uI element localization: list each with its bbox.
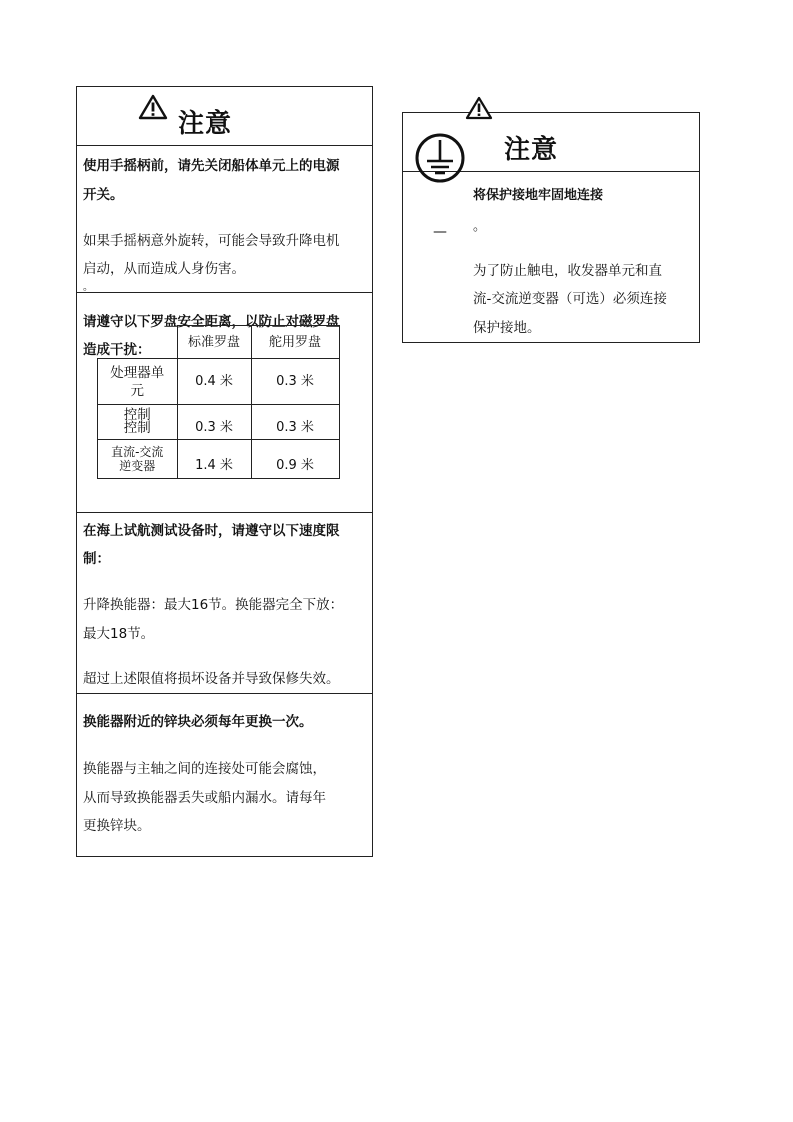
table-cell: 0.3 米 [251, 359, 339, 405]
table-cell: 0.4 米 [177, 359, 251, 405]
table-cell: 1.4 米 [177, 440, 251, 479]
panel-title: 注意 [504, 135, 559, 165]
table-row-label-line: 控制 [123, 407, 151, 423]
section4-body: 换能器与主轴之间的连接处可能会腐蚀， [83, 761, 326, 777]
section4-body: 更换锌块。 [83, 818, 151, 834]
warning-triangle-icon [138, 94, 168, 120]
section3-heading: 在海上试航测试设备时，请遵守以下速度限 [83, 523, 340, 539]
stray-mark: 。 [83, 282, 93, 293]
divider [76, 693, 373, 694]
table-row-label [98, 359, 178, 405]
section1-heading: 开关。 [83, 187, 124, 203]
section2-heading: 造成干扰： [83, 342, 151, 358]
table-header-cell [98, 326, 178, 359]
table-row-label-line: 逆变器 [119, 459, 156, 473]
warning-triangle-icon [465, 96, 493, 120]
table-header-cell: 标准罗盘 [177, 326, 251, 359]
dash-mark: — [433, 224, 447, 240]
section4-heading: 换能器附近的锌块必须每年更换一次。 [83, 714, 313, 730]
compass-distance-table [97, 325, 340, 479]
section3-body: 最大18节。 [83, 626, 155, 642]
table-row-label-line: 直流-交流 [111, 445, 164, 459]
divider [76, 145, 373, 146]
table-header-cell: 舵用罗盘 [251, 326, 339, 359]
divider [76, 292, 373, 293]
ground-heading: 将保护接地牢固地连接 [473, 188, 604, 203]
section1-heading: 使用手摇柄前，请先关闭船体单元上的电源 [83, 158, 340, 174]
table-row-label-line: 控制 [123, 420, 151, 436]
table-row [98, 359, 340, 405]
table-row-label-line: 处理器单 [110, 364, 165, 381]
table-row-label [98, 440, 178, 479]
section1-body: 启动，从而造成人身伤害。 [83, 261, 245, 277]
table-row-label [98, 405, 178, 440]
table-cell: 0.3 米 [251, 405, 339, 440]
section3-body: 升降换能器：最大16节。换能器完全下放： [83, 597, 344, 613]
ground-body: 为了防止触电，收发器单元和直 [473, 263, 662, 279]
table-header-row [98, 326, 340, 359]
section4-body: 从而导致换能器丢失或船内漏水。请每年 [83, 790, 326, 806]
protective-earth-icon [413, 131, 467, 185]
table-row [98, 405, 340, 440]
section2-heading: 请遵守以下罗盘安全距离，以防止对磁罗盘 [83, 314, 340, 330]
page-title: 注意 [178, 109, 233, 139]
table-cell: 0.9 米 [251, 440, 339, 479]
section1-body: 如果手摇柄意外旋转，可能会导致升降电机 [83, 233, 340, 249]
ground-body: 保护接地。 [473, 320, 541, 336]
section3-body: 超过上述限值将损坏设备并导致保修失效。 [83, 671, 340, 687]
divider [76, 512, 373, 513]
table-cell: 0.3 米 [177, 405, 251, 440]
section3-heading: 制： [83, 551, 110, 567]
ground-body: 流-交流逆变器（可选）必须连接 [473, 291, 667, 307]
table-row-label-line: 元 [130, 382, 144, 399]
stray-mark: 。 [473, 219, 487, 234]
table-row [98, 440, 340, 479]
